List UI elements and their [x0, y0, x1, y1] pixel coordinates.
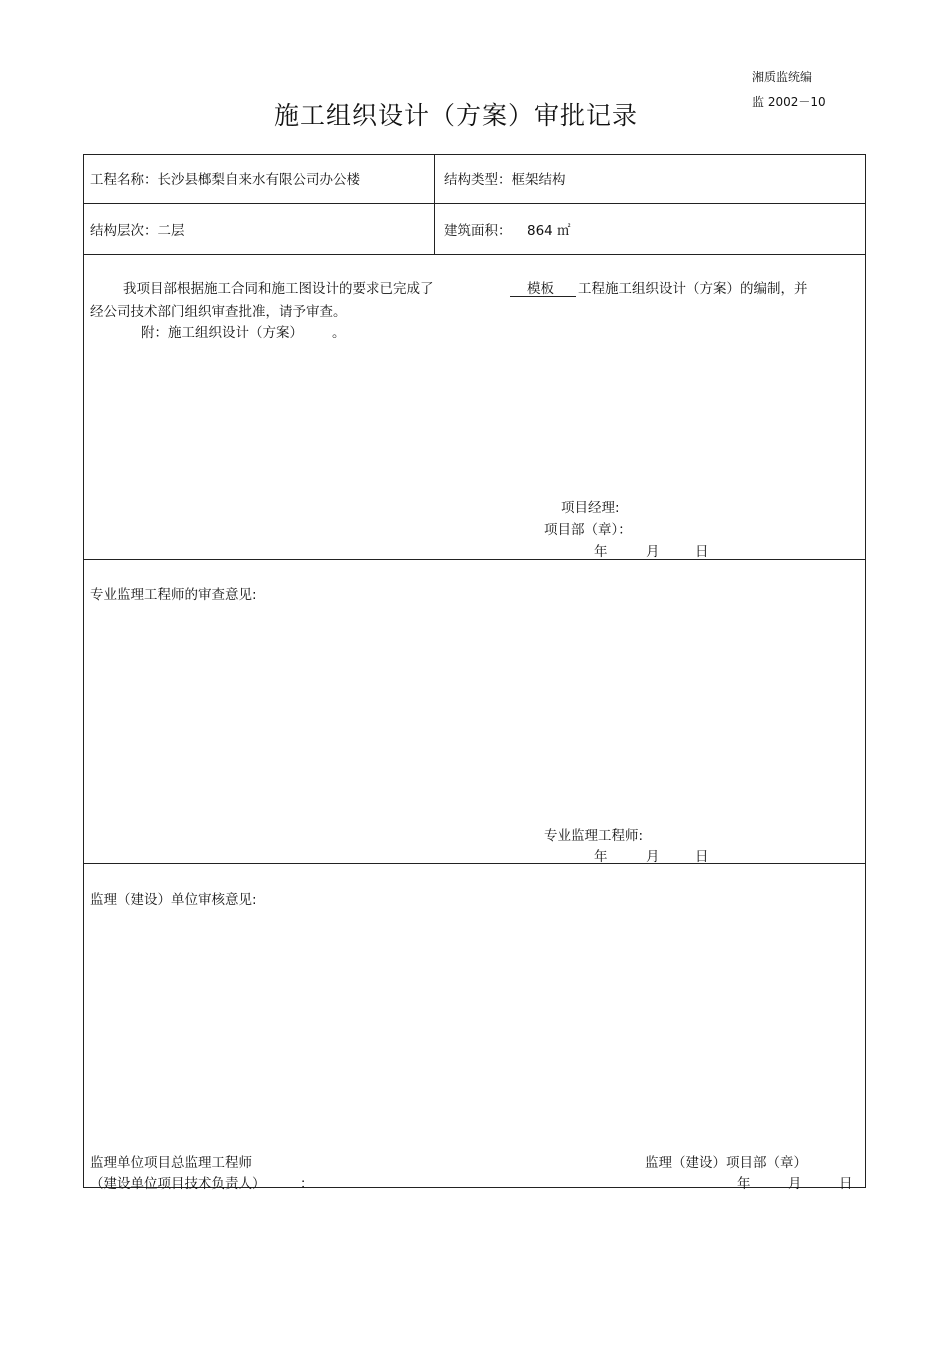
date-month: 月 [646, 849, 660, 865]
submission-text-line1-end: 工程施工组织设计（方案）的编制，并 [578, 281, 808, 297]
row-divider-1 [83, 203, 866, 204]
project-name-value: 长沙县榔梨自来水有限公司办公楼 [157, 172, 360, 188]
technical-lead-signature: （建设单位项目技术负责人） [90, 1176, 266, 1192]
unit-review-label: 监理（建设）单位审核意见: [90, 892, 257, 908]
building-area-label: 建筑面积： [444, 223, 512, 239]
structure-floors-value: 二层 [157, 223, 185, 239]
attachment-end-mark: 。 [332, 325, 346, 341]
engineer-review-label: 专业监理工程师的审查意见: [90, 587, 257, 603]
page-title: 施工组织设计（方案）审批记录 [274, 101, 639, 130]
date-month: 月 [646, 544, 660, 560]
project-name-field [90, 168, 360, 188]
form-code-line2: 监 2002－10 [752, 95, 826, 109]
date-year: 年 [594, 544, 608, 560]
chief-supervisor-signature: 监理单位项目总监理工程师 [90, 1155, 252, 1171]
filled-item-underline [510, 296, 576, 297]
submission-text-line1: 我项目部根据施工合同和施工图设计的要求已完成了 [123, 281, 434, 297]
structure-floors-label: 结构层次： [90, 223, 158, 239]
technical-lead-colon: ： [300, 1176, 314, 1192]
form-code-line1: 湘质监统编 [752, 70, 813, 84]
date-day: 日 [695, 849, 709, 865]
project-name-label: 工程名称： [90, 172, 158, 188]
date-month: 月 [788, 1176, 802, 1192]
submission-text-line2: 经公司技术部门组织审查批准，请予审查。 [90, 304, 347, 320]
project-department-seal: 项目部（章）： [544, 522, 632, 538]
row-divider-2 [83, 254, 866, 255]
date-year: 年 [737, 1176, 751, 1192]
row-divider-4 [83, 863, 866, 864]
submission-filled-item: 模板 [527, 281, 554, 297]
structure-type-field [444, 168, 566, 188]
project-manager-signature: 项目经理: [561, 500, 620, 516]
date-year: 年 [594, 849, 608, 865]
row-divider-3 [83, 559, 866, 560]
structure-type-value: 框架结构 [511, 172, 566, 188]
date-day: 日 [839, 1176, 853, 1192]
structure-type-label: 结构类型： [444, 172, 512, 188]
column-divider [434, 154, 435, 254]
supervising-engineer-signature: 专业监理工程师: [544, 828, 644, 844]
date-day: 日 [695, 544, 709, 560]
attachment-text: 附：施工组织设计（方案） [141, 325, 303, 341]
building-area-value: 864 ㎡ [527, 223, 571, 239]
structure-floors-field [90, 219, 185, 239]
supervision-department-seal: 监理（建设）项目部（章） [645, 1155, 807, 1171]
